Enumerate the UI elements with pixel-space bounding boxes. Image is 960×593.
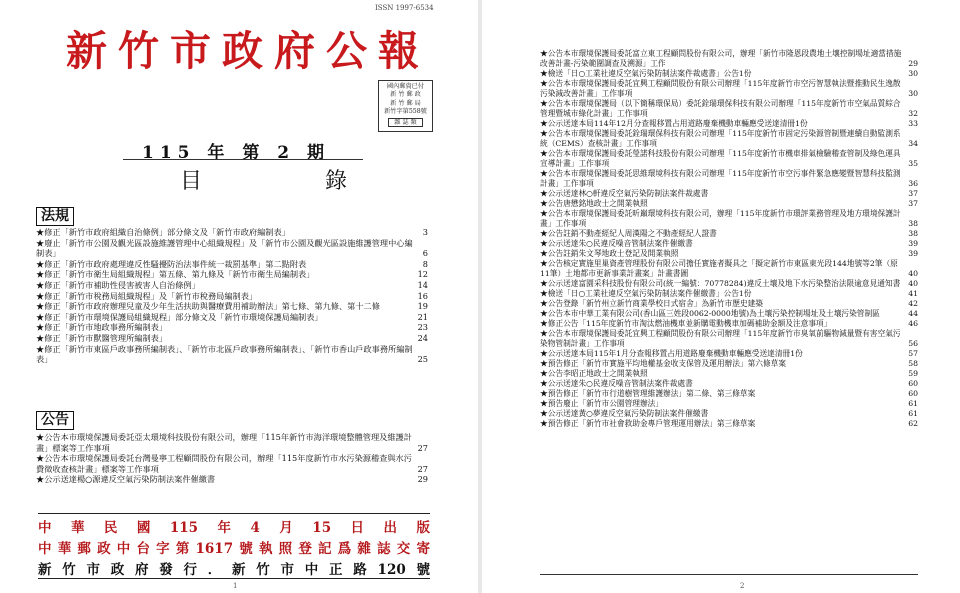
toc-entry-page: 32	[908, 109, 918, 118]
right-entry-list	[540, 49, 918, 429]
toc-entry[interactable]	[540, 329, 918, 349]
toc-entry-title: ★預告廢止「新竹市公園管理辦法」	[540, 399, 664, 408]
toc-entry-page: 27	[417, 442, 428, 453]
toc-entry-page: 56	[908, 339, 918, 348]
toc-entry[interactable]	[540, 279, 918, 289]
toc-entry[interactable]	[540, 99, 918, 119]
page-number: 1	[233, 582, 238, 590]
toc-entry-title: ★公告本市環境保護局委託亞太環境科技股份有限公司，辦理「115年新竹市海洋環境整體管理及維護計畫」標案等工作事項	[36, 432, 412, 453]
toc-entry-page: 42	[908, 299, 918, 308]
toc-entry[interactable]	[36, 474, 428, 485]
toc-entry-page: 37	[908, 189, 918, 198]
toc-entry-title: ★修正「新竹市獸醫管理所編制表」	[36, 332, 168, 343]
toc-entry-page: 29	[417, 474, 428, 485]
toc-entry[interactable]	[540, 299, 918, 309]
toc-entry[interactable]	[540, 49, 918, 69]
toc-entry[interactable]	[540, 289, 918, 299]
toc-entry-title: ★公示送達朱○民違反噪音管制法案件裁處書	[540, 379, 693, 388]
toc-entry[interactable]	[540, 249, 918, 259]
toc-entry-title: ★檢送「日○工業社違反空氣污染防制法案件催繳書」公告1份	[540, 289, 752, 298]
toc-entry[interactable]	[540, 119, 918, 129]
toc-entry[interactable]	[36, 259, 428, 270]
toc-entry-title: ★公告登錄「新竹州立新竹商業學校日式宿舍」為新竹市歷史建築	[540, 299, 763, 308]
toc-entry-page: 12	[417, 269, 428, 280]
toc-entry-title: ★公告唐懋銘地政士之開業執照	[540, 199, 648, 208]
toc-entry-title: ★修正「新竹市環境保護局組織規程」部分條文及「新竹市環境保護局編制表」	[36, 311, 323, 322]
toc-entry[interactable]	[36, 453, 428, 474]
toc-entry-title: ★公告註銷不動產經紀人周漢陽之不動產經紀人證書	[540, 229, 717, 238]
toc-entry-page: 8	[422, 258, 428, 269]
toc-entry-title: ★公示送達楊○源違反空氣污染防制法案件催繳書	[36, 474, 216, 485]
toc-entry-title: ★修正「新竹市政府組織自治條例」部分條文及「新竹市政府編制表」	[36, 227, 290, 237]
toc-entry-page: 58	[908, 359, 918, 368]
toc-entry-title: ★公告註銷朱文琴地政士登記及開業執照	[540, 249, 679, 258]
toc-entry-title: ★公告本市中華工業有限公司(香山區三姓段0062-0000地號)為土壤污染控制場址及土壤污染管制區	[540, 309, 880, 318]
toc-entry-title: ★公示送達林○軒違反空氣污染防制法案件裁處書	[540, 189, 709, 198]
issue-divider	[123, 159, 363, 160]
toc-entry-title: ★公告本市環境保護局委託台灣曼寧工程顧問股份有限公司，辦理「115年度新竹市水污染源稽查與水污費徵收查核計畫」標案等工作事項	[36, 453, 412, 474]
toc-entry-title: ★修正「新竹市政府辦理兒童及少年生活扶助與醫療費用補助辦法」第七條、第九條、第十二條	[36, 301, 380, 312]
toc-entry-page: 39	[908, 239, 918, 248]
toc-entry-page: 57	[908, 349, 918, 358]
postal-line: 國內郵資已付	[386, 83, 425, 90]
right-page	[482, 0, 960, 593]
postal-line: 新竹字第558號	[384, 108, 427, 116]
toc-entry-page: 39	[908, 249, 918, 258]
toc-entry[interactable]	[540, 309, 918, 319]
toc-entry-page: 44	[908, 309, 918, 318]
toc-entry-page: 40	[908, 279, 918, 288]
toc-entry-page: 34	[908, 139, 918, 148]
toc-entry[interactable]	[36, 291, 428, 302]
toc-entry[interactable]	[540, 359, 918, 369]
toc-entry-page: 36	[908, 179, 918, 188]
toc-entry[interactable]	[540, 169, 918, 189]
toc-entry-page: 61	[908, 399, 918, 408]
toc-entry-page: 59	[908, 369, 918, 378]
toc-entry-title: ★公示送達富園采科技股份有限公司(統一編號：70778284)違反土壤及地下水污染整治法限逾意見通知書	[540, 279, 901, 288]
toc-entry-title: ★預告修正「新竹市社會救助金專戶管理運用辦法」第三條草案	[540, 419, 756, 428]
toc-entry-page: 27	[417, 463, 428, 474]
toc-entry[interactable]	[540, 389, 918, 399]
imprint-publish-date: 中華民國115年4月15日出版	[38, 520, 430, 536]
toc-entry[interactable]	[540, 259, 918, 279]
toc-entry[interactable]	[540, 149, 918, 169]
toc-entry-page: 61	[908, 409, 918, 418]
toc-entry[interactable]	[36, 312, 428, 323]
toc-entry-page: 6	[422, 248, 428, 259]
toc-entry-page: 23	[417, 322, 428, 333]
toc-entry-page: 30	[908, 89, 918, 98]
toc-entry-title: ★公示送達本局114年12月分查報移置占用道路廢棄機動車輛應受送達清冊1份	[540, 119, 808, 128]
toc-entry[interactable]	[540, 79, 918, 99]
laws-entry-list	[36, 227, 428, 365]
toc-entry-page: 14	[417, 279, 428, 290]
toc-entry-title: ★公告本市環境保護局（以下簡稱環保局）委託銓瑞環保科技有限公司辦理「115年度新竹市空氣品質綜合管理暨城市綠化計畫」工作事項	[540, 99, 901, 118]
toc-entry-page: 3	[422, 227, 428, 237]
postal-permit-box	[378, 80, 433, 132]
toc-entry-title: ★公示送達朱○民違反噪音管制法案件催繳書	[540, 239, 693, 248]
toc-entry-title: ★修正「新竹市東區戶政事務所編制表」、「新竹市北區戶政事務所編制表」、「新竹市香山戶政事務所編制表」	[36, 343, 413, 365]
toc-entry-page: 33	[908, 119, 918, 128]
postal-line: 新 竹 郵 局	[390, 99, 421, 107]
toc-entry-title: ★檢送「日○工業社違反空氣污染防制法案件裁處書」公告1份	[540, 69, 752, 78]
toc-entry-page: 60	[908, 389, 918, 398]
toc-entry[interactable]	[540, 409, 918, 419]
issue-number: 115 年 第 2 期	[142, 143, 330, 163]
toc-entry-page: 38	[908, 219, 918, 228]
toc-entry[interactable]	[540, 369, 918, 379]
toc-entry-title: ★修正「新竹市稅務局組織規程」及「新竹市稅務局編制表」	[36, 290, 258, 301]
notices-entry-list	[36, 432, 428, 485]
toc-entry-page: 41	[908, 289, 918, 298]
toc-entry-title: ★公告本市環境保護局委託富立東工程顧問股份有限公司，辦理「新竹市隆恩段農地土壤控制場址適當措施改善計畫-污染範圍調查及溯源」工作	[540, 49, 902, 68]
toc-entry[interactable]	[540, 69, 918, 79]
toc-entry[interactable]	[540, 419, 918, 429]
toc-entry[interactable]	[36, 432, 428, 453]
toc-entry[interactable]	[540, 239, 918, 249]
toc-entry-title: ★廢止「新竹市公園及觀光區設施維護管理中心組織規程」及「新竹市公園及觀光區設施維護管理中心編制表」	[36, 237, 413, 259]
toc-entry-page: 16	[417, 290, 428, 301]
imprint-bottom-rule	[38, 578, 430, 579]
toc-entry[interactable]	[540, 319, 918, 329]
toc-entry-title: ★公示送達本局115年1月分查報移置占用道路廢棄機動車輛應受送達清冊1份	[540, 349, 803, 358]
toc-entry[interactable]	[540, 129, 918, 149]
toc-entry-page: 46	[908, 319, 918, 328]
toc-entry[interactable]	[36, 238, 428, 259]
section-notices-label: 公告	[36, 411, 74, 430]
toc-entry[interactable]	[36, 333, 428, 344]
toc-entry-page: 62	[908, 419, 918, 428]
toc-entry-title: ★公告本市環境保護局委託昕巔環境科技有限公司，辦理「115年度新竹市環評業務管理及地方環境保護計畫」工作事項	[540, 209, 901, 228]
toc-entry[interactable]	[36, 322, 428, 333]
toc-entry-title: ★修正「新竹市地政事務所編制表」	[36, 322, 168, 333]
toc-entry-page: 35	[908, 159, 918, 168]
issn-label: ISSN 1997-6534	[375, 4, 434, 12]
toc-entry-title: ★公告核定實施里巢資產管理股份有限公司擔任實施者擬具之「擬定新竹市東區東光段144地號等2筆（原11筆）土地都市更新事業計畫案」計畫書圖	[540, 259, 898, 278]
toc-entry-page: 37	[908, 199, 918, 208]
toc-entry[interactable]	[540, 209, 918, 229]
toc-entry-title: ★公告李昭正地政士之開業執照	[540, 369, 648, 378]
toc-entry-page: 25	[417, 354, 428, 365]
right-bottom-rule	[540, 574, 918, 575]
toc-entry-title: ★公告本市環境保護局委託銓瑞環保科技有限公司辦理「115年度新竹市固定污染源管制暨連續自動監測系統（CEMS）查核計畫」工作事項	[540, 129, 901, 148]
toc-entry[interactable]	[36, 280, 428, 291]
page-number: 2	[740, 582, 745, 590]
imprint-postal-registration: 中華郵政中台字第1617號執照登記爲雜誌交寄	[38, 541, 430, 557]
toc-entry-title: ★修正公告「115年度新竹市淘汰燃油機車並新購電動機車加碼補助金額及注意事項」	[540, 319, 832, 328]
toc-entry-title: ★公告本市環境保護局委託宜興工程顧問股份有限公司辦理「115年度新竹市空污智慧執法暨推動民生逸散污染減改善計畫」工作事項	[540, 79, 901, 98]
postal-line: 新 竹 郵 政	[390, 91, 421, 99]
toc-entry-page: 24	[417, 332, 428, 343]
toc-entry-title: ★公告本市環境保護局委託思維環境科技有限公司辦理「115年度新竹市空污事件緊急應變暨智慧科技監測計畫」工作事項	[540, 169, 901, 188]
left-page	[0, 0, 478, 593]
toc-entry-page: 40	[908, 269, 918, 278]
toc-entry[interactable]	[36, 301, 428, 312]
toc-entry-page: 60	[908, 379, 918, 388]
toc-entry-title: ★修正「新竹市補助性侵害被害人自治條例」	[36, 279, 200, 290]
imprint-top-rule	[38, 513, 430, 514]
toc-entry[interactable]	[36, 344, 428, 365]
toc-entry-page: 30	[908, 69, 918, 78]
toc-heading: 目 錄	[180, 169, 405, 194]
gazette-title: 新竹市政府公報	[66, 27, 430, 75]
toc-entry-title: ★公示送達黃○夢違反空氣污染防制法案件催繳書	[540, 409, 709, 418]
toc-entry-page: 38	[908, 229, 918, 238]
toc-entry-title: ★公告本市環境保護局委託宜興工程顧問股份有限公司辦理「115年度新竹市臭氧前驅物減量暨有害空氣污染物管制計畫」工作事項	[540, 329, 901, 348]
toc-entry[interactable]	[36, 269, 428, 280]
section-laws-label: 法規	[36, 207, 74, 226]
imprint-publisher: 新竹市政府發行．新竹市中正路120號	[38, 562, 430, 578]
toc-entry-title: ★預告修正「新竹市行道樹管理維護辦法」第二條、第三條草案	[540, 389, 756, 398]
toc-entry[interactable]	[540, 189, 918, 199]
toc-entry-title: ★公告本市環境保護局委託瑩諾科技股份有限公司辦理「115年度新竹市機車排氣檢驗稽查管制及綠色運具宣導計畫」工作事項	[540, 149, 901, 168]
toc-entry[interactable]	[36, 227, 428, 238]
toc-entry-title: ★預告修正「新竹市實施平均地權基金收支保管及運用辦法」第六條草案	[540, 359, 787, 368]
toc-entry[interactable]	[540, 399, 918, 409]
toc-entry[interactable]	[540, 229, 918, 239]
toc-entry-page: 19	[417, 301, 428, 312]
toc-entry[interactable]	[540, 199, 918, 209]
toc-entry-title: ★修正「新竹市政府處理違反性騷擾防治法事件統一裁罰基準」第二點附表	[36, 258, 307, 269]
postal-category: 雜 誌 類	[388, 118, 423, 127]
toc-entry-page: 21	[417, 311, 428, 322]
toc-entry[interactable]	[540, 349, 918, 359]
toc-entry-page: 29	[908, 59, 918, 68]
toc-entry-title: ★修正「新竹市衛生局組織規程」第五條、第九條及「新竹市衛生局編制表」	[36, 269, 315, 280]
toc-entry[interactable]	[540, 379, 918, 389]
